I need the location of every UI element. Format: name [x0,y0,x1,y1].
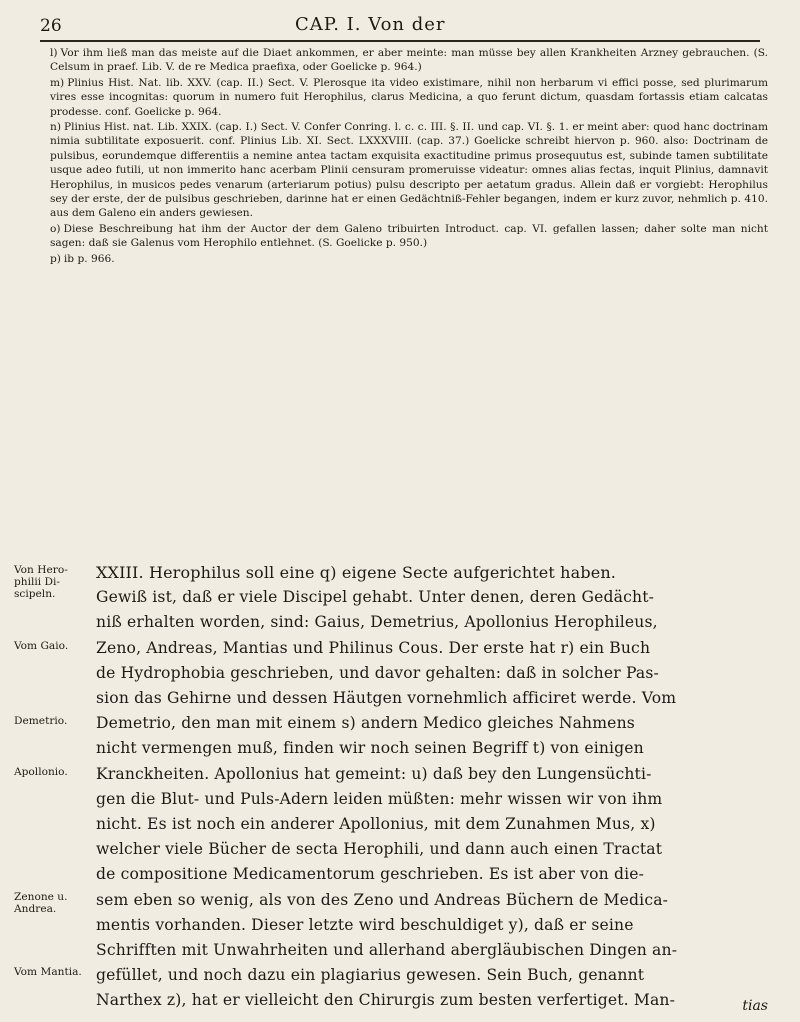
text-line: de compositione Medicamentorum geschrieben. Es ist aber von die- [96,865,645,884]
footnote-m: m) Plinius Hist. Nat. lib. XXV. (cap. II.) Sect. V. Plerosque ita video existimare, nihil non herbarum vi effici posse, sed plurimarum vires esse incognitas: quorum in numero fuit Herophilus, clarus Medicina, a quo ferunt dictum, quasdam fortassis etiam calcatas prodesse. conf. Goelicke p. 964. [50,76,768,118]
page-header [40,14,760,40]
footnote-n: n) Plinius Hist. nat. Lib. XXIX. (cap. I.) Sect. V. Confer Conring. l. c. c. III. §. II. und cap. VI. §. 1. er meint aber: quod hanc doctrinam nimia subtilitate exposuerit. conf. Plinius Lib. XI. Sect. LXXXVIII. (cap. 37.) Goelicke schreibt hiervon p. 960. also: Doctrinam de pulsibus, eorundemque differentiis a nemine antea tactam exquisita exactitudine primus prosequutus est, subinde tamen subtilitate usque adeo futili, ut non immerito hanc acerbam Plinii censuram promeruisse videatur: omnes alias fectas, inquit Plinius, damnavit Herophilus, in musicos pedes venarum (arteriarum potius) pulsu descripto per aetatum gradus. Allein daß er vorgiebt: Herophilus sey der erste, der de pulsibus geschrieben, darinne hat er einen Gedächtniß-Fehler begangen, indem er kurz zuvor, nehmlich p. 410. aus dem Galeno ein anders gewiesen. [50,121,768,220]
margin-note: Zenone u. Andrea. [14,891,68,915]
text-line: XXIII. Herophilus soll eine q) eigene Secte aufgerichtet haben. [96,563,617,582]
footnote-p: p) ib p. 966. [50,252,115,265]
running-head: CAP. I. Von der [295,14,446,35]
section-xxiii [96,560,770,1014]
text-line: Schrifften mit Unwahrheiten und allerhand abergläubischen Dingen an- [96,941,678,960]
margin-note: Vom Gaio. [14,640,69,652]
margin-note: Vom Mantia. [14,966,82,978]
text-line: gefüllet, und noch dazu ein plagiarius gewesen. Sein Buch, genannt [96,966,645,985]
text-line: sem eben so wenig, als von des Zeno und Andreas Büchern de Medica- [96,890,669,909]
text-line: niß erhalten worden, sind: Gaius, Demetrius, Apollonius Herophileus, [96,613,658,632]
footnotes [50,46,768,267]
text-line: welcher viele Bücher de secta Herophili, und dann auch einen Tractat [96,840,663,859]
text-line: nicht. Es ist noch ein anderer Apollonius, mit dem Zunahmen Mus, x) [96,815,656,834]
text-line: Gewiß ist, daß er viele Discipel gehabt. Unter denen, deren Gedächt- [96,588,655,607]
margin-note: Von Hero-philii Di-scipeln. [14,564,68,600]
footnote-l: l) Vor ihm ließ man das meiste auf die Diaet ankommen, er aber meinte: man müsse bey allen Krankheiten Arzney gebrauchen. (S. Celsum in praef. Lib. V. de re Medica praefixa, oder Goelicke p. 964.) [50,47,768,74]
text-line: de Hydrophobia geschrieben, und davor gehalten: daß in solcher Pas- [96,663,659,682]
text-line: sion das Gehirne und dessen Häutgen vornehmlich afficiret werde. Vom [96,689,677,708]
text-line: mentis vorhanden. Dieser letzte wird beschuldiget y), daß er seine [96,915,634,934]
text-line: gen die Blut- und Puls-Adern leiden müßten: mehr wissen wir von ihm [96,789,663,808]
text-line: Narthex z), hat er vielleicht den Chirurgis zum besten verfertiget. Man- [96,991,676,1010]
catchword: tias [742,998,768,1014]
margin-note: Apollonio. [14,766,68,778]
margin-note: Demetrio. [14,715,68,727]
page-number: 26 [40,16,62,36]
text-line: nicht vermengen muß, finden wir noch seinen Begriff t) von einigen [96,739,644,758]
text-line: Zeno, Andreas, Mantias und Philinus Cous. Der erste hat r) ein Buch [96,638,651,657]
text-line: Demetrio, den man mit einem s) andern Medico gleiches Nahmens [96,714,635,733]
footnote-o: o) Diese Beschreibung hat ihm der Auctor der dem Galeno tribuirten Introduct. cap. VI. gefallen lassen; daher solte man nicht sagen: daß sie Galenus vom Herophilo entlehnet. (S. Goelicke p. 950.) [50,222,768,250]
text-line: Kranckheiten. Apollonius hat gemeint: u) daß bey den Lungensüchti- [96,764,652,783]
header-rule [40,40,760,42]
